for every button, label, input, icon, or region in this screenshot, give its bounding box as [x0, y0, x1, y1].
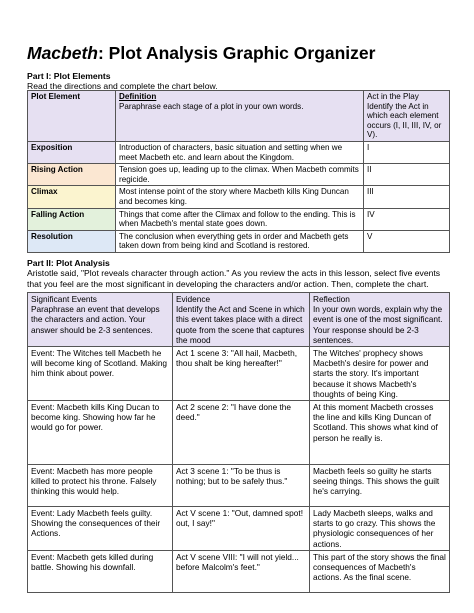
analysis-row	[28, 401, 450, 465]
header-evidence: Evidence Identify the Act and Scene in which this event takes place with a direct quote from the scene that captures the mood	[173, 293, 310, 347]
part2-directions: Aristotle said, "Plot reveals character through action." As you review the acts in this lesson, select five events that you feel are the most significant in developing the characters and/or action. Then, complete the chart.	[27, 268, 441, 289]
plot-table-header	[28, 91, 450, 142]
plot-label: Rising Action	[28, 164, 116, 186]
reflection-cell[interactable]: At this moment Macbeth crosses the line and kills King Duncan of Scotland. This shows what kind of person he really is.	[310, 401, 450, 465]
definition-sub: Paraphrase each stage of a plot in your own words.	[119, 101, 304, 111]
plot-analysis-table	[27, 292, 450, 593]
evidence-cell[interactable]: Act 2 scene 2: "I have done the deed."	[173, 401, 310, 465]
plot-definition[interactable]: Most intense point of the story where Macbeth kills King Duncan and becomes king.	[116, 186, 364, 208]
plot-row	[28, 230, 450, 252]
reflection-cell[interactable]: Lady Macbeth sleeps, walks and starts to go crazy. This shows the physiologic consequences of her actions.	[310, 507, 450, 551]
plot-act[interactable]: II	[364, 164, 450, 186]
plot-act[interactable]: I	[364, 141, 450, 163]
plot-act[interactable]: IV	[364, 208, 450, 230]
event-cell[interactable]: Event: Macbeth kills King Ducan to become king. Showing how far he would go for power.	[28, 401, 173, 465]
plot-definition[interactable]: Tension goes up, leading up to the climax. When Macbeth commits regicide.	[116, 164, 364, 186]
plot-act[interactable]: III	[364, 186, 450, 208]
evidence-cell[interactable]: Act 1 scene 3: "All hail, Macbeth, thou shalt be king hereafter!"	[173, 347, 310, 401]
part2-heading: Part II: Plot Analysis	[27, 258, 110, 268]
header-reflection: Reflection In your own words, explain why the event is one of the most significant. Your response should be 2-3 sentences.	[310, 293, 450, 347]
plot-label: Falling Action	[28, 208, 116, 230]
plot-label: Exposition	[28, 141, 116, 163]
title-rest: : Plot Analysis Graphic Organizer	[97, 43, 376, 63]
analysis-row	[28, 465, 450, 507]
plot-row	[28, 164, 450, 186]
plot-row	[28, 141, 450, 163]
part1-directions: Read the directions and complete the chart below.	[27, 81, 218, 91]
reflection-cell[interactable]: This part of the story shows the final consequences of Macbeth's actions. As the final scene.	[310, 550, 450, 592]
part1-heading: Part I: Plot Elements	[27, 71, 111, 81]
plot-elements-table	[27, 90, 450, 253]
definition-title: Definition	[119, 92, 157, 101]
page-title	[27, 43, 375, 64]
analysis-row	[28, 507, 450, 551]
plot-definition[interactable]: The conclusion when everything gets in order and Macbeth gets taken down from being kind and Scotland is restored.	[116, 230, 364, 252]
analysis-row	[28, 347, 450, 401]
analysis-table-header	[28, 293, 450, 347]
event-cell[interactable]: Event: Lady Macbeth feels guilty. Showing the consequences of their Actions.	[28, 507, 173, 551]
reflection-cell[interactable]: The Witches' prophecy shows Macbeth's desire for power and starts the story. It's important because it shows Macbeth's thoughts of being King.	[310, 347, 450, 401]
header-plot-element: Plot Element	[28, 91, 116, 142]
header-definition	[116, 91, 364, 142]
event-cell[interactable]: Event: The Witches tell Macbeth he will become king of Scotland. Making him think about power.	[28, 347, 173, 401]
header-significant-events: Significant Events Paraphrase an event that develops the characters and action. Your answer should be 2-3 sentences.	[28, 293, 173, 347]
header-act: Act in the Play Identify the Act in which each element occurs (I, II, III, IV, or V).	[364, 91, 450, 142]
evidence-cell[interactable]: Act V scene VIII: "I will not yield... before Malcolm's feet."	[173, 550, 310, 592]
evidence-cell[interactable]: Act 3 scene 1: "To be thus is nothing; but to be safely thus."	[173, 465, 310, 507]
plot-definition[interactable]: Introduction of characters, basic situation and setting when we meet Macbeth etc. and learn about the Kingdom.	[116, 141, 364, 163]
plot-act[interactable]: V	[364, 230, 450, 252]
plot-row	[28, 208, 450, 230]
plot-label: Climax	[28, 186, 116, 208]
plot-label: Resolution	[28, 230, 116, 252]
evidence-cell[interactable]: Act V scene 1: "Out, damned spot! out, I say!"	[173, 507, 310, 551]
plot-row	[28, 186, 450, 208]
event-cell[interactable]: Event: Macbeth has more people killed to protect his throne. Falsely thinking this would help.	[28, 465, 173, 507]
analysis-row	[28, 550, 450, 592]
title-italic: Macbeth	[27, 43, 98, 63]
event-cell[interactable]: Event: Macbeth gets killed during battle. Showing his downfall.	[28, 550, 173, 592]
plot-definition[interactable]: Things that come after the Climax and follow to the ending. This is when Macbeth's mental state goes down.	[116, 208, 364, 230]
reflection-cell[interactable]: Macbeth feels so guilty he starts seeing things. This shows the guilt he's carrying.	[310, 465, 450, 507]
